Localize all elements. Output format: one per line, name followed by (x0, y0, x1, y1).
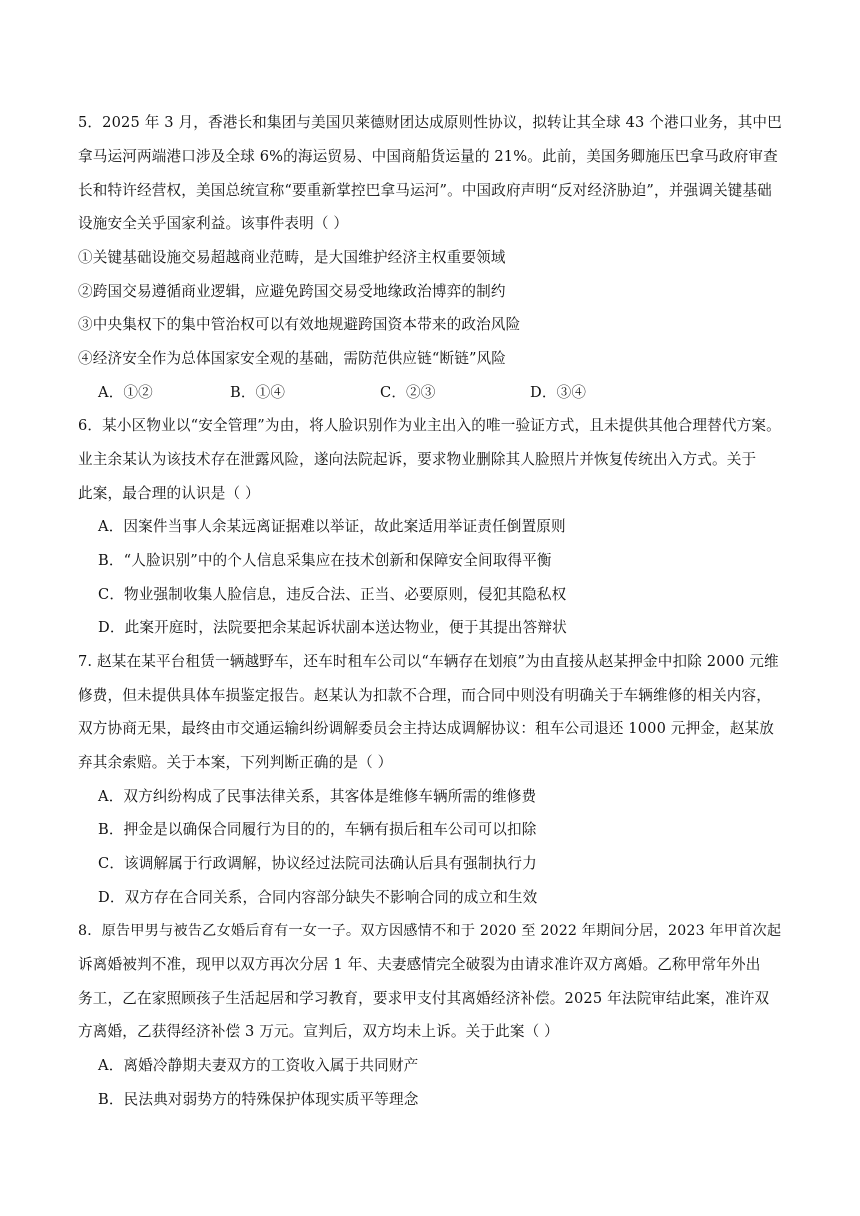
q7-stem-line-1: 7. 赵某在某平台租赁一辆越野车，还车时租车公司以“车辆存在划痕”为由直接从赵某押金中扣除 2000 元维 (78, 653, 779, 670)
q5-statement-4: ④经济安全作为总体国家安全观的基础，需防范供应链“断链”风险 (78, 350, 507, 367)
q6-option-d[interactable]: D．此案开庭时，法院要把余某起诉状副本送达物业，便于其提出答辩状 (98, 619, 567, 636)
q5-stem-line-1: 5．2025 年 3 月，香港长和集团与美国贝莱德财团达成原则性协议，拟转让其全球 43 个港口业务，其中巴 (78, 114, 782, 131)
q7-option-b[interactable]: B．押金是以确保合同履行为目的的，车辆有损后租车公司可以扣除 (98, 821, 537, 838)
q6-option-a[interactable]: A．因案件当事人余某远离证据难以举证，故此案适用举证责任倒置原则 (98, 518, 566, 535)
q6-stem-line-3: 此案，最合理的认识是（ ） (78, 485, 260, 502)
q7-stem-line-2: 修费，但未提供具体车损鉴定报告。赵某认为扣款不合理，而合同中则没有明确关于车辆维修的相关内容， (78, 687, 771, 704)
q5-stem-line-3: 长和特许经营权，美国总统宣称“要重新掌控巴拿马运河”。中国政府声明“反对经济胁迫”，并强调关键基础 (78, 182, 772, 199)
q5-stem-line-4: 设施安全关乎国家利益。该事件表明（ ） (78, 215, 349, 232)
q8-stem-line-2: 诉离婚被判不准，现甲以双方再次分居 1 年、夫妻感情完全破裂为由请求准许双方离婚。乙称甲常年外出 (78, 956, 761, 973)
q5-statement-3: ③中央集权下的集中管治权可以有效地规避跨国资本带来的政治风险 (78, 316, 521, 333)
q7-option-c[interactable]: C．该调解属于行政调解，协议经过法院司法确认后具有强制执行力 (98, 855, 537, 872)
q5-option-b[interactable]: B．①④ (230, 384, 286, 401)
q5-option-a[interactable]: A．①② (98, 384, 153, 401)
q6-stem-line-1: 6．某小区物业以“安全管理”为由，将人脸识别作为业主出入的唯一验证方式，且未提供其他合理替代方案。 (78, 417, 781, 434)
q5-statement-2: ②跨国交易遵循商业逻辑，应避免跨国交易受地缘政治博弈的制约 (78, 283, 506, 300)
q6-option-b[interactable]: B．“人脸识别”中的个人信息采集应在技术创新和保障安全间取得平衡 (98, 552, 552, 569)
q5-option-c[interactable]: C．②③ (380, 384, 436, 401)
q5-stem-line-2: 拿马运河两端港口涉及全球 6%的海运贸易、中国商船货运量的 21%。此前，美国务卿施压巴拿马政府审查 (78, 148, 778, 165)
q7-option-a[interactable]: A．双方纠纷构成了民事法律关系，其客体是维修车辆所需的维修费 (98, 788, 537, 805)
q5-options-row (98, 383, 698, 403)
q7-option-d[interactable]: D．双方存在合同关系，合同内容部分缺失不影响合同的成立和生效 (98, 889, 538, 906)
q8-option-b[interactable]: B．民法典对弱势方的特殊保护体现实质平等理念 (98, 1091, 419, 1108)
q5-statement-1: ①关键基础设施交易超越商业范畴，是大国维护经济主权重要领域 (78, 249, 506, 266)
q8-stem-line-1: 8．原告甲男与被告乙女婚后育有一女一子。双方因感情不和于 2020 至 2022 年期间分居，2023 年甲首次起 (78, 923, 782, 939)
q8-stem-line-3: 务工，乙在家照顾孩子生活起居和学习教育，要求甲支付其离婚经济补偿。2025 年法院审结此案，准许双 (78, 990, 770, 1007)
q6-option-c[interactable]: C．物业强制收集人脸信息，违反合法、正当、必要原则，侵犯其隐私权 (98, 586, 567, 603)
q5-option-d[interactable]: D．③④ (530, 384, 587, 401)
q6-stem-line-2: 业主余某认为该技术存在泄露风险，遂向法院起诉，要求物业删除其人脸照片并恢复传统出入方式。关于 (78, 451, 757, 468)
q7-stem-line-3: 双方协商无果，最终由市交通运输纠纷调解委员会主持达成调解协议：租车公司退还 1000 元押金，赵某放 (78, 720, 775, 737)
q8-option-a[interactable]: A．离婚冷静期夫妻双方的工资收入属于共同财产 (98, 1057, 419, 1074)
q7-stem-line-4: 弃其余索赔。关于本案，下列判断正确的是（ ） (78, 754, 393, 771)
q8-stem-line-4: 方离婚，乙获得经济补偿 3 万元。宣判后，双方均未上诉。关于此案（ ） (78, 1023, 559, 1040)
